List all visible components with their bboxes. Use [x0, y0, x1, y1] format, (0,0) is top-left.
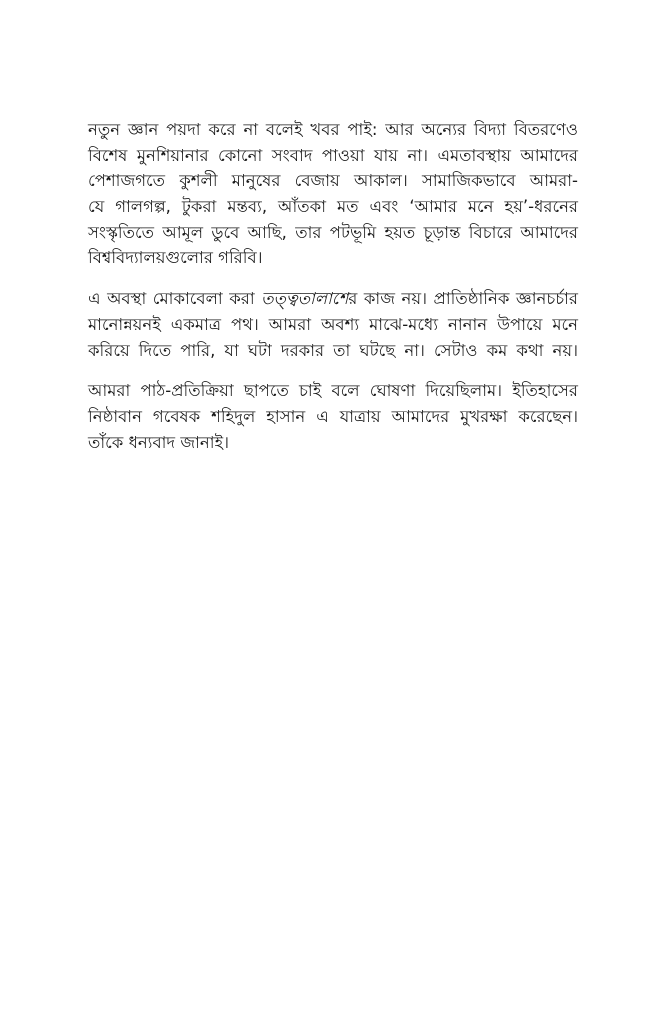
text-line: পেশাজগতে কুশলী মানুষের বেজায় আকাল। সামাজিকভাবে আমরা- [88, 171, 578, 191]
paragraph-3 [88, 378, 578, 455]
text-line [88, 286, 578, 312]
document-body [88, 117, 578, 470]
paragraph-2 [88, 286, 578, 363]
text-line: মানোন্নয়নই একমাত্র পথ। আমরা অবশ্য মাঝে-মধ্যে নানান উপায়ে মনে [88, 314, 578, 334]
text-line: নিষ্ঠাবান গবেষক শহিদুল হাসান এ যাত্রায় আমাদের মুখরক্ষা করেছেন। [88, 406, 578, 426]
italic-term: তত্ত্বতালাশে [261, 289, 349, 309]
text-segment: র কাজ নয়। প্রাতিষ্ঠানিক জ্ঞানচর্চার [348, 289, 578, 309]
text-line: বিশেষ মুনশিয়ানার কোনো সংবাদ পাওয়া যায় না। এমতাবস্থায় আমাদের [88, 145, 578, 165]
text-line: তাঁকে ধন্যবাদ জানাই। [88, 432, 230, 452]
paragraph-1 [88, 117, 578, 271]
text-line: যে গালগল্প, টুকরা মন্তব্য, আঁতকা মত এবং ‘আমার মনে হয়’-ধরনের [88, 197, 578, 217]
text-line: বিশ্ববিদ্যালয়গুলোর গরিবি। [88, 248, 263, 268]
text-segment: এ অবস্থা মোকাবেলা করা [88, 289, 262, 309]
text-line: সংস্কৃতিতে আমূল ডুবে আছি, তার পটভূমি হয়ত চূড়ান্ত বিচারে আমাদের [88, 222, 578, 242]
text-line: করিয়ে দিতে পারি, যা ঘটা দরকার তা ঘটছে না। সেটাও কম কথা নয়। [88, 340, 578, 360]
text-line: আমরা পাঠ-প্রতিক্রিয়া ছাপতে চাই বলে ঘোষণা দিয়েছিলাম। ইতিহাসের [88, 381, 578, 401]
text-line: নতুন জ্ঞান পয়দা করে না বলেই খবর পাই: আর অন্যের বিদ্যা বিতরণেও [88, 120, 578, 139]
